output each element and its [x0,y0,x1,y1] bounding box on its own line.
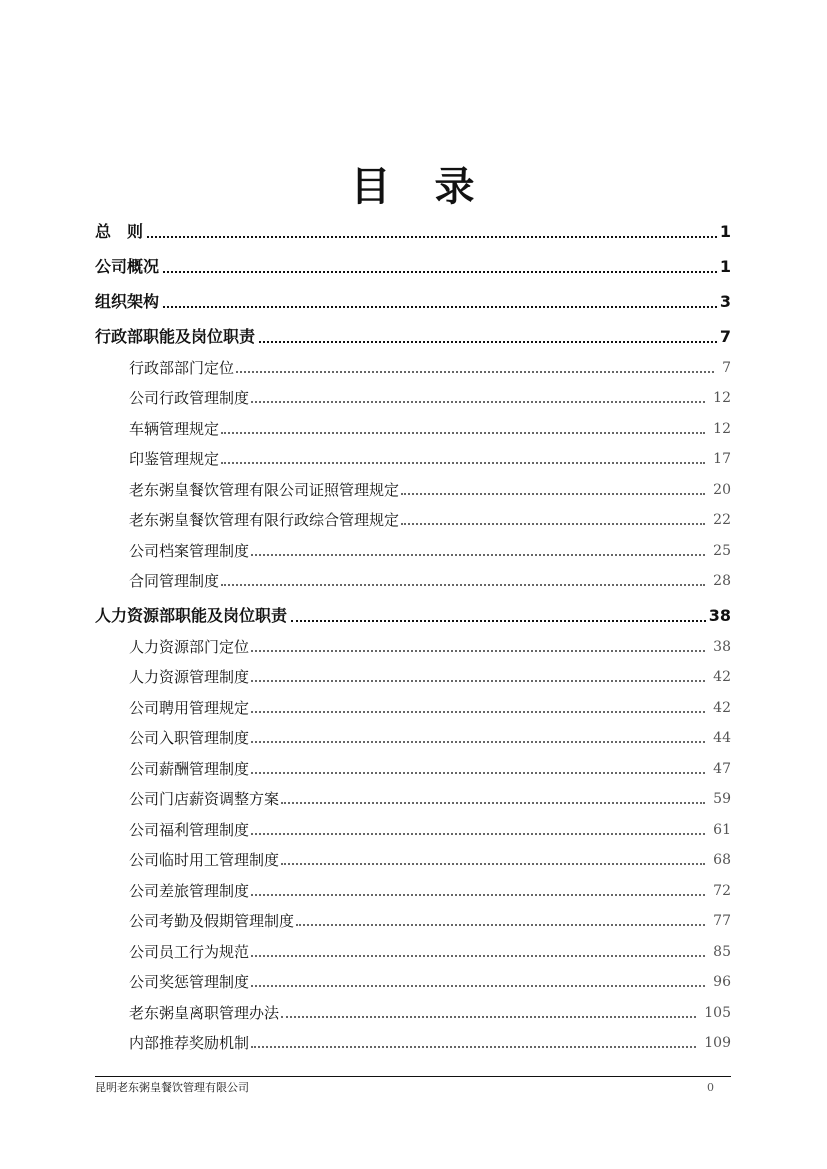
toc-page-number: 85 [713,943,731,960]
toc-subsection-entry[interactable] [95,469,731,500]
toc-subsection-entry[interactable] [95,439,731,470]
toc-leader-dots [251,1046,696,1048]
toc-leader-dots [221,462,705,464]
toc-entry-title: 公司概况 [95,257,160,276]
toc-entry-title: 老东粥皇餐饮管理有限行政综合管理规定 [129,511,400,529]
toc-leader-dots [281,1016,696,1018]
toc-leader-dots [236,371,714,373]
toc-page-number: 20 [713,481,731,498]
toc-entry-title: 公司福利管理制度 [129,820,250,839]
toc-page-number: 72 [713,882,731,899]
toc-page-number: 109 [704,1035,731,1051]
toc-entry-title: 公司薪酬管理制度 [129,759,250,778]
toc-leader-dots [251,833,705,835]
toc-leader-dots [163,306,717,308]
toc-entry-title: 公司员工行为规范 [129,942,250,961]
toc-section-entry[interactable] [95,277,731,312]
toc-subsection-entry[interactable] [95,561,731,592]
toc-entry-title: 人力资源部门定位 [129,637,250,656]
toc-section-entry[interactable] [95,207,731,242]
toc-leader-dots [251,554,705,556]
toc-section-entry[interactable] [95,242,731,277]
toc-page-number: 7 [719,327,731,346]
toc-entry-title: 公司临时用工管理制度 [129,851,280,869]
toc-leader-dots [147,236,717,238]
footer-divider [95,1076,731,1077]
toc-subsection-entry[interactable] [95,748,731,779]
toc-leader-dots [251,985,705,987]
toc-entry-title: 行政部职能及岗位职责 [95,327,256,346]
toc-entry-title: 车辆管理规定 [129,419,220,438]
toc-subsection-entry[interactable] [95,962,731,993]
toc-page-number: 28 [713,573,731,589]
toc-leader-dots [259,341,717,343]
toc-page-number: 1 [719,257,731,276]
toc-section-entry[interactable] [95,312,731,347]
toc-leader-dots [221,432,705,434]
toc-subsection-entry[interactable] [95,378,731,409]
toc-subsection-entry[interactable] [95,626,731,657]
toc-subsection-entry[interactable] [95,347,731,378]
toc-subsection-entry[interactable] [95,779,731,810]
toc-page-number: 77 [713,913,731,929]
toc-page-number: 44 [713,730,731,746]
toc-leader-dots [281,863,705,865]
toc-page-number: 96 [713,974,731,990]
toc-entry-title: 合同管理制度 [129,572,220,590]
toc-entry-title: 印鉴管理规定 [129,450,220,468]
toc-page-number: 42 [713,669,731,685]
toc-page-number: 7 [722,359,731,376]
toc-leader-dots [296,924,705,926]
toc-page-number: 38 [708,606,731,625]
toc-leader-dots [251,401,705,403]
toc-page-number: 1 [719,222,731,241]
toc-subsection-entry[interactable] [95,931,731,962]
toc-leader-dots [401,493,705,495]
toc-subsection-entry[interactable] [95,718,731,749]
toc-subsection-entry[interactable] [95,840,731,871]
toc-page-number: 12 [713,390,731,406]
toc-page-number: 61 [713,821,731,838]
toc-leader-dots [251,711,705,713]
toc-page-number: 47 [713,760,731,777]
toc-page-number: 59 [713,791,731,807]
toc-page-number: 17 [713,451,731,467]
toc-subsection-entry[interactable] [95,1023,731,1054]
toc-entry-title: 行政部部门定位 [129,358,235,377]
toc-leader-dots [401,523,705,525]
toc-section-entry[interactable] [95,591,731,626]
toc-entry-title: 老东粥皇离职管理办法 [129,1003,280,1022]
toc-entry-title: 人力资源管理制度 [129,668,250,686]
toc-entry-title: 公司门店薪资调整方案 [129,790,280,808]
toc-subsection-entry[interactable] [95,687,731,718]
toc-subsection-entry[interactable] [95,992,731,1023]
toc-leader-dots [251,650,705,652]
toc-entry-title: 公司考勤及假期管理制度 [129,912,295,930]
toc-leader-dots [251,955,705,957]
footer-company-name: 昆明老东粥皇餐饮管理有限公司 [95,1081,249,1094]
toc-leader-dots [251,741,705,743]
toc-entry-title: 内部推荐奖励机制 [129,1034,250,1052]
toc-subsection-entry[interactable] [95,809,731,840]
toc-page-number: 22 [713,512,731,528]
page-title: 目 录 [350,163,477,210]
toc-subsection-entry[interactable] [95,901,731,932]
toc-page-number: 12 [713,420,731,437]
toc-leader-dots [251,772,705,774]
toc-entry-title: 公司差旅管理制度 [129,881,250,900]
toc-page-number: 25 [713,542,731,559]
toc-entry-title: 组织架构 [95,292,160,311]
toc-entry-title: 公司入职管理制度 [129,729,250,747]
toc-subsection-entry[interactable] [95,408,731,439]
toc-subsection-entry[interactable] [95,870,731,901]
toc-page-number: 42 [713,699,731,716]
footer-page-number: 0 [707,1081,714,1094]
toc-leader-dots [221,584,705,586]
toc-leader-dots [291,620,706,622]
toc-entry-title: 公司行政管理制度 [129,389,250,407]
toc-entry-title: 公司奖惩管理制度 [129,973,250,991]
toc-entry-title: 人力资源部职能及岗位职责 [95,606,288,625]
toc-page-number: 38 [713,638,731,655]
toc-entry-title: 总 则 [95,222,144,241]
toc-subsection-entry[interactable] [95,657,731,688]
toc-leader-dots [281,802,705,804]
toc-subsection-entry[interactable] [95,530,731,561]
toc-leader-dots [251,894,705,896]
toc-entry-title: 公司档案管理制度 [129,541,250,560]
toc-page-number: 3 [719,292,731,311]
toc-entry-title: 公司聘用管理规定 [129,698,250,717]
table-of-contents [95,207,731,1053]
toc-leader-dots [163,271,717,273]
toc-leader-dots [251,680,705,682]
toc-page-number: 68 [713,852,731,868]
toc-subsection-entry[interactable] [95,500,731,531]
toc-entry-title: 老东粥皇餐饮管理有限公司证照管理规定 [129,480,400,499]
toc-page-number: 105 [704,1004,731,1021]
